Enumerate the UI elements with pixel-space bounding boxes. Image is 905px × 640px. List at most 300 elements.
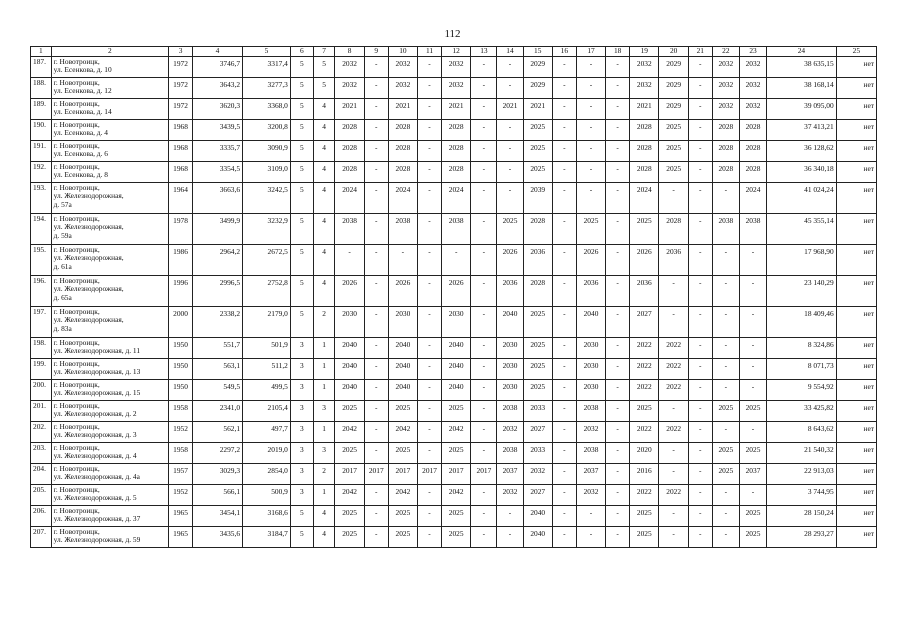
data-cell-col-11: - [418,140,442,161]
table-row [31,505,877,526]
data-cell-col-15: 2036 [523,244,552,275]
data-cell-col-16: - [552,505,576,526]
data-cell-col-15: 2027 [523,484,552,505]
data-cell-col-10: 2040 [388,358,417,379]
address-cell [51,526,168,547]
row-number: 191. [31,140,52,161]
data-cell-col-24: 9 554,92 [767,379,837,400]
data-cell-col-20: - [659,306,688,337]
table-row [31,400,877,421]
data-cell-col-7: 1 [313,421,335,442]
data-cell-col-8: 2026 [335,275,364,306]
data-cell-col-19: 2025 [630,213,659,244]
data-cell-col-16: - [552,400,576,421]
column-number-header: 21 [688,47,712,57]
data-cell-col-24: 41 024,24 [767,182,837,213]
data-cell-col-11: - [418,119,442,140]
address-cell [51,400,168,421]
data-cell-col-8: 2025 [335,442,364,463]
data-cell-col-3: 1972 [169,56,193,77]
data-cell-col-16: - [552,161,576,182]
data-cell-col-24: 38 168,14 [767,77,837,98]
data-cell-col-19: 2024 [630,182,659,213]
data-cell-col-22: 2025 [712,463,739,484]
table-row [31,526,877,547]
data-cell-col-25: нет [836,275,876,306]
data-cell-col-15: 2025 [523,358,552,379]
data-cell-col-20: 2028 [659,213,688,244]
data-cell-col-9: - [364,213,388,244]
data-cell-col-19: 2036 [630,275,659,306]
data-cell-col-17: - [576,77,605,98]
data-cell-col-6: 5 [290,505,313,526]
data-cell-col-18: - [606,140,630,161]
data-cell-col-8: - [335,244,364,275]
data-cell-col-6: 3 [290,421,313,442]
data-cell-col-6: 3 [290,358,313,379]
data-cell-col-14: - [497,161,523,182]
address-line: г. Новотроицк, [53,463,100,473]
data-cell-col-7: 4 [313,98,335,119]
address-line: ул. Железнодорожная, д. 15 [53,388,141,398]
data-cell-col-5: 3200,8 [243,119,291,140]
data-cell-col-19: 2022 [630,337,659,358]
column-number-header: 9 [364,47,388,57]
data-cell-col-18: - [606,275,630,306]
data-cell-col-19: 2028 [630,140,659,161]
data-cell-col-11: - [418,526,442,547]
data-cell-col-4: 3029,3 [193,463,243,484]
data-cell-col-20: 2029 [659,56,688,77]
data-cell-col-4: 2996,5 [193,275,243,306]
data-cell-col-14: 2030 [497,358,523,379]
data-cell-col-10: 2025 [388,400,417,421]
data-cell-col-24: 23 140,29 [767,275,837,306]
column-number-header: 8 [335,47,364,57]
data-cell-col-25: нет [836,400,876,421]
data-cell-col-4: 3435,6 [193,526,243,547]
address-cell [51,244,168,275]
data-cell-col-8: 2032 [335,77,364,98]
data-cell-col-8: 2038 [335,213,364,244]
data-cell-col-4: 2338,2 [193,306,243,337]
data-cell-col-12: - [442,244,471,275]
data-cell-col-18: - [606,77,630,98]
data-cell-col-13: - [471,140,497,161]
data-cell-col-6: 5 [290,244,313,275]
data-cell-col-23: 2032 [739,77,766,98]
data-cell-col-23: 2028 [739,119,766,140]
address-line: ул. Железнодорожная, д. 4 [53,451,137,461]
data-cell-col-25: нет [836,505,876,526]
table-row [31,119,877,140]
data-cell-col-4: 2964,2 [193,244,243,275]
table-row [31,379,877,400]
address-line: г. Новотроицк, [53,182,100,192]
table-row [31,337,877,358]
data-cell-col-24: 45 355,14 [767,213,837,244]
data-cell-col-5: 3109,0 [243,161,291,182]
data-cell-col-3: 1964 [169,182,193,213]
data-cell-col-5: 2672,5 [243,244,291,275]
data-cell-col-4: 563,1 [193,358,243,379]
data-cell-col-7: 1 [313,358,335,379]
address-line: г. Новотроицк, [53,505,100,515]
address-line: ул. Железнодорожная, д. 4а [53,472,140,482]
column-number-header: 5 [243,47,291,57]
data-cell-col-7: 1 [313,484,335,505]
data-cell-col-3: 1957 [169,463,193,484]
data-cell-col-9: - [364,306,388,337]
data-cell-col-5: 3242,5 [243,182,291,213]
data-cell-col-16: - [552,379,576,400]
data-cell-col-15: 2040 [523,505,552,526]
address-line: ул. Железнодорожная, [53,253,124,263]
data-cell-col-21: - [688,161,712,182]
data-cell-col-11: 2017 [418,463,442,484]
column-number-header: 16 [552,47,576,57]
address-line: г. Новотроицк, [53,526,100,536]
data-cell-col-23: - [739,358,766,379]
data-cell-col-11: - [418,442,442,463]
address-line: ул. Железнодорожная, д. 2 [53,409,137,419]
data-cell-col-10: 2025 [388,505,417,526]
data-cell-col-15: 2033 [523,400,552,421]
data-cell-col-17: - [576,182,605,213]
data-cell-col-17: 2030 [576,358,605,379]
data-cell-col-24: 28 293,27 [767,526,837,547]
address-line: г. Новотроицк, [53,337,100,347]
data-cell-col-8: 2030 [335,306,364,337]
data-cell-col-22: - [712,505,739,526]
data-cell-col-6: 5 [290,526,313,547]
data-cell-col-12: 2017 [442,463,471,484]
data-cell-col-3: 1968 [169,161,193,182]
data-cell-col-9: - [364,182,388,213]
data-cell-col-14: 2038 [497,442,523,463]
row-number: 204. [31,463,52,484]
data-cell-col-19: 2032 [630,56,659,77]
data-cell-col-22: - [712,275,739,306]
address-line: ул. Есенкова, д. 14 [53,107,112,117]
column-number-header: 3 [169,47,193,57]
data-cell-col-15: 2028 [523,213,552,244]
address-line: ул. Железнодорожная, [53,222,124,232]
data-cell-col-11: - [418,505,442,526]
data-cell-col-5: 497,7 [243,421,291,442]
address-line: г. Новотроицк, [53,358,100,368]
data-cell-col-9: - [364,358,388,379]
data-cell-col-6: 5 [290,275,313,306]
address-line: ул. Железнодорожная, д. 11 [53,346,141,356]
address-line: г. Новотроицк, [53,77,100,87]
data-cell-col-13: - [471,421,497,442]
data-cell-col-13: - [471,306,497,337]
data-cell-col-5: 3184,7 [243,526,291,547]
data-cell-col-25: нет [836,358,876,379]
data-cell-col-17: 2037 [576,463,605,484]
data-cell-col-24: 8 324,86 [767,337,837,358]
data-cell-col-19: 2022 [630,484,659,505]
data-cell-col-16: - [552,56,576,77]
data-cell-col-12: 2042 [442,484,471,505]
row-number: 193. [31,182,52,213]
data-cell-col-12: 2028 [442,140,471,161]
data-cell-col-22: 2025 [712,442,739,463]
data-cell-col-23: 2025 [739,442,766,463]
data-cell-col-21: - [688,421,712,442]
data-cell-col-19: 2022 [630,421,659,442]
data-cell-col-11: - [418,275,442,306]
data-cell-col-20: 2029 [659,98,688,119]
data-cell-col-5: 511,2 [243,358,291,379]
data-cell-col-14: 2032 [497,421,523,442]
data-cell-col-23: 2037 [739,463,766,484]
address-cell [51,213,168,244]
data-cell-col-10: 2028 [388,119,417,140]
data-cell-col-17: - [576,140,605,161]
data-cell-col-5: 2179,0 [243,306,291,337]
data-cell-col-11: - [418,56,442,77]
data-cell-col-17: 2032 [576,421,605,442]
data-cell-col-8: 2028 [335,119,364,140]
data-cell-col-16: - [552,213,576,244]
data-cell-col-11: - [418,358,442,379]
data-cell-col-14: 2021 [497,98,523,119]
data-cell-col-21: - [688,56,712,77]
data-cell-col-6: 3 [290,400,313,421]
data-cell-col-3: 1950 [169,379,193,400]
data-cell-col-16: - [552,484,576,505]
data-cell-col-25: нет [836,182,876,213]
column-number-header: 22 [712,47,739,57]
data-cell-col-4: 3354,5 [193,161,243,182]
data-cell-col-20: 2022 [659,337,688,358]
data-cell-col-8: 2032 [335,56,364,77]
data-cell-col-10: 2021 [388,98,417,119]
data-cell-col-5: 3168,6 [243,505,291,526]
data-cell-col-25: нет [836,244,876,275]
data-cell-col-12: 2028 [442,119,471,140]
data-cell-col-10: 2040 [388,379,417,400]
data-cell-col-6: 5 [290,213,313,244]
data-cell-col-25: нет [836,442,876,463]
address-line: д. 65а [53,292,72,302]
data-cell-col-11: - [418,337,442,358]
address-line: ул. Железнодорожная, [53,191,124,201]
data-cell-col-8: 2042 [335,421,364,442]
data-cell-col-25: нет [836,213,876,244]
column-number-header: 14 [497,47,523,57]
data-cell-col-16: - [552,244,576,275]
data-cell-col-6: 5 [290,119,313,140]
data-cell-col-12: 2040 [442,379,471,400]
data-cell-col-21: - [688,98,712,119]
data-cell-col-14: 2032 [497,484,523,505]
data-cell-col-4: 551,7 [193,337,243,358]
data-cell-col-8: 2025 [335,505,364,526]
data-cell-col-24: 33 425,82 [767,400,837,421]
data-cell-col-17: - [576,56,605,77]
data-cell-col-14: 2038 [497,400,523,421]
data-cell-col-3: 1950 [169,337,193,358]
data-cell-col-22: - [712,244,739,275]
data-cell-col-5: 3277,3 [243,77,291,98]
row-number: 201. [31,400,52,421]
data-cell-col-8: 2028 [335,140,364,161]
data-cell-col-12: 2032 [442,77,471,98]
data-cell-col-24: 39 095,00 [767,98,837,119]
data-cell-col-16: - [552,182,576,213]
data-cell-col-25: нет [836,337,876,358]
data-cell-col-19: 2022 [630,379,659,400]
data-cell-col-4: 3663,6 [193,182,243,213]
table-row [31,56,877,77]
address-line: ул. Есенкова, д. 12 [53,86,112,96]
data-cell-col-8: 2024 [335,182,364,213]
data-cell-col-25: нет [836,484,876,505]
data-cell-col-19: 2016 [630,463,659,484]
data-cell-col-19: 2025 [630,526,659,547]
data-cell-col-18: - [606,442,630,463]
data-cell-col-23: - [739,275,766,306]
data-cell-col-18: - [606,244,630,275]
data-cell-col-17: 2040 [576,306,605,337]
data-cell-col-4: 2297,2 [193,442,243,463]
data-cell-col-12: 2040 [442,358,471,379]
data-cell-col-7: 1 [313,379,335,400]
data-cell-col-6: 5 [290,140,313,161]
data-cell-col-13: - [471,56,497,77]
data-cell-col-24: 36 340,18 [767,161,837,182]
data-cell-col-7: 4 [313,140,335,161]
column-number-header: 2 [51,47,168,57]
data-cell-col-22: - [712,526,739,547]
data-cell-col-5: 2752,8 [243,275,291,306]
data-cell-col-19: 2026 [630,244,659,275]
column-number-header: 25 [836,47,876,57]
address-line: г. Новотроицк, [53,213,100,223]
data-cell-col-6: 3 [290,379,313,400]
data-cell-col-5: 2854,0 [243,463,291,484]
address-line: ул. Есенкова, д. 8 [53,170,108,180]
data-cell-col-21: - [688,140,712,161]
data-cell-col-23: 2025 [739,400,766,421]
data-cell-col-10: 2025 [388,442,417,463]
data-cell-col-15: 2025 [523,119,552,140]
data-cell-col-18: - [606,505,630,526]
data-cell-col-20: - [659,275,688,306]
data-cell-col-12: 2025 [442,442,471,463]
address-line: д. 83а [53,323,72,333]
data-cell-col-15: 2025 [523,140,552,161]
data-cell-col-18: - [606,56,630,77]
data-cell-col-22: 2028 [712,161,739,182]
column-number-header: 10 [388,47,417,57]
data-cell-col-5: 3368,0 [243,98,291,119]
column-number-header: 6 [290,47,313,57]
data-cell-col-24: 8 643,62 [767,421,837,442]
data-cell-col-10: 2040 [388,337,417,358]
data-cell-col-10: - [388,244,417,275]
column-number-header: 13 [471,47,497,57]
data-cell-col-20: - [659,463,688,484]
data-cell-col-16: - [552,140,576,161]
data-cell-col-20: 2022 [659,358,688,379]
data-cell-col-9: - [364,77,388,98]
data-cell-col-23: 2025 [739,526,766,547]
data-cell-col-10: 2030 [388,306,417,337]
data-cell-col-5: 3232,9 [243,213,291,244]
data-cell-col-9: - [364,161,388,182]
data-cell-col-12: 2032 [442,56,471,77]
data-cell-col-11: - [418,161,442,182]
address-line: ул. Железнодорожная, д. 5 [53,493,137,503]
data-cell-col-15: 2025 [523,161,552,182]
data-cell-col-17: - [576,505,605,526]
data-cell-col-6: 5 [290,56,313,77]
data-cell-col-8: 2040 [335,337,364,358]
data-cell-col-22: 2028 [712,140,739,161]
data-cell-col-9: - [364,442,388,463]
data-cell-col-22: 2038 [712,213,739,244]
data-cell-col-4: 3439,5 [193,119,243,140]
data-cell-col-18: - [606,98,630,119]
data-cell-col-25: нет [836,161,876,182]
data-cell-col-25: нет [836,56,876,77]
data-cell-col-18: - [606,379,630,400]
column-number-header: 18 [606,47,630,57]
data-cell-col-7: 4 [313,213,335,244]
data-cell-col-23: 2032 [739,98,766,119]
data-cell-col-20: 2025 [659,119,688,140]
table-row [31,442,877,463]
data-cell-col-16: - [552,275,576,306]
data-cell-col-15: 2029 [523,56,552,77]
data-cell-col-9: - [364,400,388,421]
address-line: г. Новотроицк, [53,244,100,254]
data-cell-col-14: 2036 [497,275,523,306]
data-cell-col-7: 4 [313,161,335,182]
data-cell-col-14: - [497,77,523,98]
data-cell-col-18: - [606,400,630,421]
data-cell-col-23: - [739,306,766,337]
data-cell-col-21: - [688,337,712,358]
table-row [31,463,877,484]
address-line: г. Новотроицк, [53,140,100,150]
data-cell-col-14: 2030 [497,379,523,400]
data-cell-col-3: 1952 [169,421,193,442]
data-cell-col-20: 2029 [659,77,688,98]
data-cell-col-23: 2028 [739,161,766,182]
data-cell-col-3: 1965 [169,505,193,526]
data-cell-col-21: - [688,526,712,547]
column-number-header: 1 [31,47,52,57]
row-number: 200. [31,379,52,400]
data-cell-col-11: - [418,244,442,275]
data-cell-col-18: - [606,161,630,182]
data-cell-col-8: 2040 [335,358,364,379]
data-cell-col-3: 1968 [169,140,193,161]
data-cell-col-17: 2030 [576,379,605,400]
table-row [31,161,877,182]
data-cell-col-7: 3 [313,442,335,463]
data-cell-col-6: 3 [290,484,313,505]
data-cell-col-22: - [712,358,739,379]
data-cell-col-3: 1952 [169,484,193,505]
column-number-header: 19 [630,47,659,57]
data-cell-col-24: 8 071,73 [767,358,837,379]
